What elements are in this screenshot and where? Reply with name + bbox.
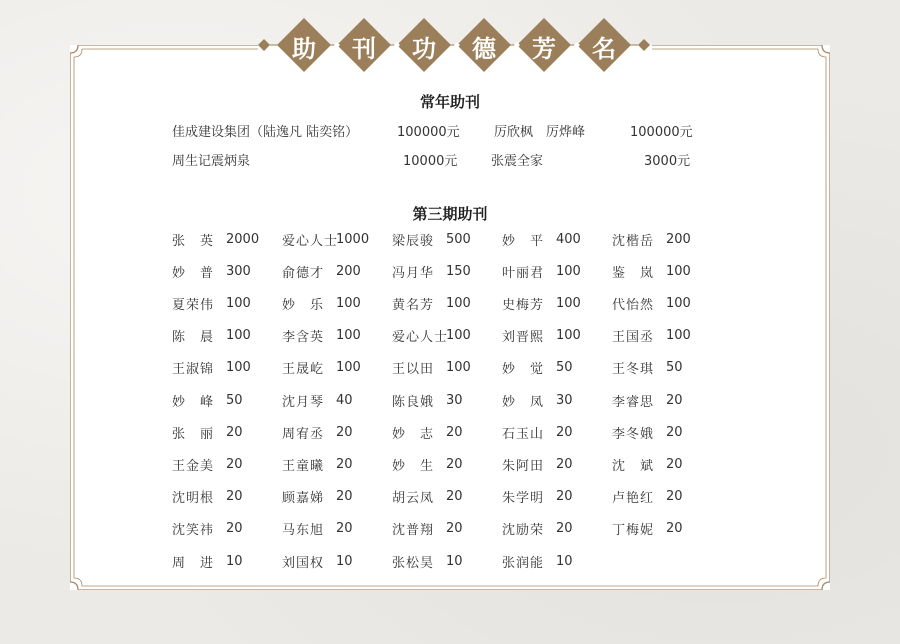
donor-name: 沈楷岳	[612, 233, 655, 249]
donor-name: 刘晋熙	[502, 330, 545, 346]
donor-entry	[282, 293, 361, 313]
donor-amount: 100	[336, 328, 361, 344]
donor-amount: 20	[336, 456, 353, 472]
donor-entry	[392, 229, 471, 249]
donor-amount: 200	[666, 231, 691, 247]
donor-amount: 1000	[336, 231, 370, 247]
donor-amount: 100	[666, 328, 691, 344]
donor-amount: 10	[446, 553, 463, 569]
donor-amount: 30	[446, 392, 463, 408]
donor-entry	[612, 390, 683, 410]
donor-entry	[392, 519, 463, 539]
donor-amount: 400	[556, 231, 581, 247]
donor-amount: 100	[336, 360, 361, 376]
donor-amount: 200	[336, 263, 361, 279]
banner-char-6: 名	[592, 33, 616, 63]
donor-amount: 20	[556, 424, 573, 440]
donor-entry	[172, 519, 243, 539]
donor-entry	[502, 326, 581, 346]
donor-amount: 300	[226, 263, 251, 279]
donor-amount: 20	[666, 521, 683, 537]
donor-amount: 50	[226, 392, 243, 408]
donor-amount: 20	[556, 489, 573, 505]
donor-name: 妙 普	[172, 265, 215, 281]
donor-amount: 20	[336, 424, 353, 440]
donor-name: 夏荣伟	[172, 297, 215, 313]
donor-entry	[282, 326, 361, 346]
donor-entry	[282, 358, 361, 378]
donor-name: 沈 斌	[612, 458, 655, 474]
donor-name: 丁梅妮	[612, 523, 655, 539]
donor-entry	[392, 422, 463, 442]
donor-amount: 20	[446, 456, 463, 472]
donor-name: 沈笑祎	[172, 523, 215, 539]
donor-name: 胡云凤	[392, 491, 435, 507]
donor-name: 沈励荣	[502, 523, 545, 539]
donor-entry	[502, 422, 573, 442]
donor-amount: 2000	[226, 231, 260, 247]
donor-amount: 20	[446, 424, 463, 440]
donor-name: 代怡然	[612, 297, 655, 313]
donor-name: 爱心人士	[392, 330, 449, 346]
donor-amount: 30	[556, 392, 573, 408]
donor-amount: 100	[666, 263, 691, 279]
donor-name: 妙 乐	[282, 297, 325, 313]
donor-entry	[172, 454, 243, 474]
donor-name: 李含英	[282, 330, 325, 346]
donor-name: 叶丽君	[502, 265, 545, 281]
annual-title: 常年助刊	[419, 93, 480, 111]
banner-char-3: 功	[412, 33, 436, 63]
donor-amount: 20	[446, 521, 463, 537]
donor-amount: 20	[336, 521, 353, 537]
donor-amount: 20	[666, 456, 683, 472]
donor-amount: 100	[336, 295, 361, 311]
donor-name: 王金美	[172, 458, 215, 474]
donor-name: 妙 平	[502, 233, 545, 249]
donor-amount: 10	[226, 553, 243, 569]
donor-name: 沈普翔	[392, 523, 435, 539]
donor-entry	[392, 261, 471, 281]
donor-name: 妙 峰	[172, 394, 215, 410]
donor-name: 石玉山	[502, 426, 545, 442]
donor-entry	[612, 229, 691, 249]
donor-entry	[502, 487, 573, 507]
donor-name: 爱心人士	[282, 233, 339, 249]
donor-name: 马东旭	[282, 523, 325, 539]
donor-entry	[172, 261, 251, 281]
donor-name: 周 进	[172, 555, 215, 571]
donor-name: 妙 觉	[502, 362, 545, 378]
donor-name: 顾嘉娣	[282, 491, 325, 507]
donor-amount: 50	[556, 360, 573, 376]
donor-entry	[502, 390, 573, 410]
donor-name: 卢艳红	[612, 491, 655, 507]
donor-amount: 500	[446, 231, 471, 247]
annual-donor-name: 厉欣枫 厉烨峰	[494, 125, 586, 140]
annual-donor-name: 佳成建设集团（陆逸凡 陆奕铭）	[172, 125, 359, 140]
donor-amount: 20	[336, 489, 353, 505]
annual-donor-amount: 3000元	[644, 154, 691, 169]
donor-amount: 100	[556, 263, 581, 279]
donor-amount: 20	[226, 456, 243, 472]
donor-entry	[282, 422, 353, 442]
donor-amount: 100	[666, 295, 691, 311]
donor-entry	[282, 519, 353, 539]
donor-name: 王淑锦	[172, 362, 215, 378]
donor-entry	[612, 422, 683, 442]
donor-amount: 100	[446, 360, 471, 376]
donor-name: 王国丞	[612, 330, 655, 346]
donor-amount: 20	[556, 521, 573, 537]
donor-name: 周宥丞	[282, 426, 325, 442]
donor-entry	[392, 358, 471, 378]
donor-entry	[502, 261, 581, 281]
donor-amount: 40	[336, 392, 353, 408]
donor-entry	[172, 293, 251, 313]
banner-char-5: 芳	[532, 33, 556, 63]
annual-donor-name: 周生记震炳泉	[172, 154, 251, 169]
donor-entry	[282, 454, 353, 474]
donor-entry	[172, 229, 259, 249]
donor-name: 沈明根	[172, 491, 215, 507]
donor-entry	[502, 551, 573, 571]
donor-entry	[282, 229, 369, 249]
donor-amount: 10	[556, 553, 573, 569]
donor-name: 王以田	[392, 362, 435, 378]
third-issue-title: 第三期助刊	[412, 205, 488, 223]
donor-name: 张松昊	[392, 555, 435, 571]
donor-amount: 20	[226, 424, 243, 440]
annual-donor-amount: 100000元	[397, 125, 460, 140]
donor-entry	[172, 551, 243, 571]
donor-entry	[392, 293, 471, 313]
donor-name: 王童曦	[282, 458, 325, 474]
donor-name: 鉴 岚	[612, 265, 655, 281]
banner-char-1: 助	[292, 33, 316, 63]
donor-name: 朱阿田	[502, 458, 545, 474]
donor-amount: 20	[556, 456, 573, 472]
donor-name: 王冬琪	[612, 362, 655, 378]
donor-entry	[172, 358, 251, 378]
donor-entry	[502, 358, 573, 378]
donor-entry	[392, 551, 463, 571]
banner-char-2: 刊	[352, 33, 376, 63]
donor-name: 黄名芳	[392, 297, 435, 313]
annual-donor-amount: 10000元	[403, 154, 458, 169]
donor-entry	[282, 261, 361, 281]
donor-name: 李冬娥	[612, 426, 655, 442]
title-banner	[258, 18, 650, 74]
donor-amount: 20	[666, 489, 683, 505]
annual-donor-amount: 100000元	[630, 125, 693, 140]
donor-name: 俞德才	[282, 265, 325, 281]
donor-amount: 100	[556, 295, 581, 311]
donor-amount: 100	[226, 360, 251, 376]
donor-entry	[612, 293, 691, 313]
donor-amount: 20	[666, 424, 683, 440]
donor-name: 陈 晨	[172, 330, 215, 346]
donor-amount: 150	[446, 263, 471, 279]
donor-entry	[282, 487, 353, 507]
donor-name: 史梅芳	[502, 297, 545, 313]
donor-amount: 100	[556, 328, 581, 344]
donor-amount: 100	[226, 328, 251, 344]
donor-entry	[282, 551, 353, 571]
donor-entry	[172, 326, 251, 346]
donor-amount: 20	[446, 489, 463, 505]
donor-entry	[502, 519, 573, 539]
donor-entry	[172, 487, 243, 507]
donor-name: 刘国权	[282, 555, 325, 571]
donor-amount: 100	[446, 328, 471, 344]
donor-entry	[612, 487, 683, 507]
donor-name: 张 英	[172, 233, 215, 249]
donor-entry	[612, 454, 683, 474]
donor-name: 梁辰骏	[392, 233, 435, 249]
donor-amount: 100	[226, 295, 251, 311]
banner-char-4: 德	[472, 33, 496, 63]
donor-entry	[612, 519, 683, 539]
donor-amount: 50	[666, 360, 683, 376]
donor-name: 朱学明	[502, 491, 545, 507]
donor-name: 陈良娥	[392, 394, 435, 410]
donor-entry	[172, 422, 243, 442]
donor-name: 王晟屹	[282, 362, 325, 378]
donor-entry	[612, 261, 691, 281]
donor-entry	[282, 390, 353, 410]
donor-amount: 100	[446, 295, 471, 311]
donor-entry	[172, 390, 243, 410]
donor-entry	[392, 487, 463, 507]
donor-name: 李睿思	[612, 394, 655, 410]
donor-amount: 20	[226, 489, 243, 505]
donor-name: 张 丽	[172, 426, 215, 442]
donor-entry	[612, 358, 683, 378]
donor-amount: 10	[336, 553, 353, 569]
donor-name: 冯月华	[392, 265, 435, 281]
donor-amount: 20	[226, 521, 243, 537]
annual-donor-name: 张震全家	[491, 154, 544, 169]
donor-name: 妙 志	[392, 426, 435, 442]
donor-name: 妙 生	[392, 458, 435, 474]
donor-name: 沈月琴	[282, 394, 325, 410]
donor-entry	[612, 326, 691, 346]
donor-entry	[502, 293, 581, 313]
donor-entry	[392, 326, 471, 346]
donor-amount: 20	[666, 392, 683, 408]
donor-entry	[502, 229, 581, 249]
donor-name: 妙 凤	[502, 394, 545, 410]
donor-entry	[392, 390, 463, 410]
donor-entry	[392, 454, 463, 474]
donor-entry	[502, 454, 573, 474]
donor-name: 张润能	[502, 555, 545, 571]
